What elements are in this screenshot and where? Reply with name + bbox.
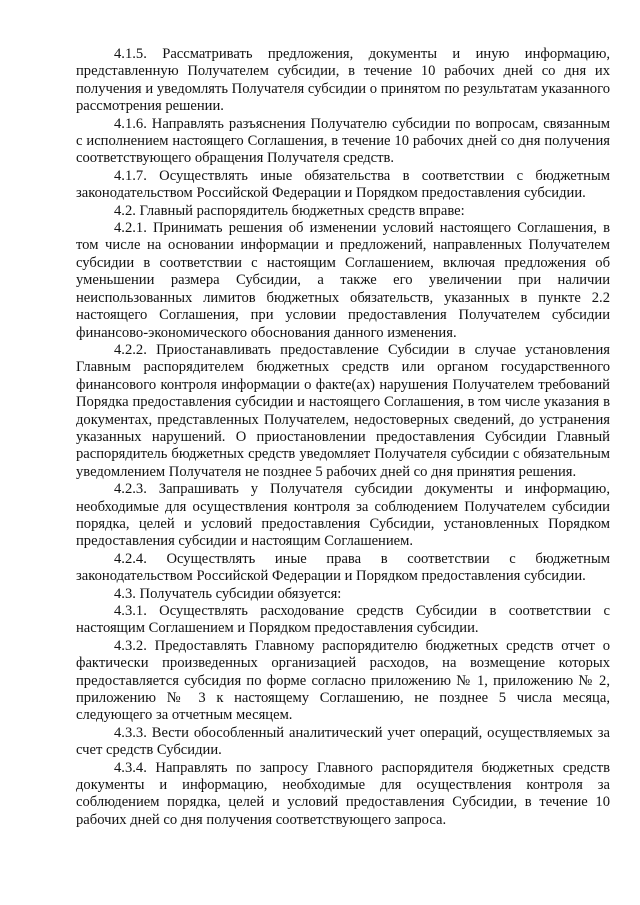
paragraph-4-3: 4.3. Получатель субсидии обязуется: <box>114 585 342 602</box>
paragraph-4-2-1: 4.2.1. Принимать решения об изменении условий настоящего Соглашения, в том числе на основании информации и предложений, направленных Получателем субсидии в соответствии с настоящим Соглашением, включая предложения об уменьшении размера Субсидии, а также его увеличении при наличии неиспользованных лимитов бюджетных обязательств, указанных в пункте 2.2 настоящего Соглашения, при условии предоставления Получателем субсидии финансово-экономического обоснования данного изменения. <box>76 220 610 341</box>
paragraph-4-1-7: 4.1.7. Осуществлять иные обязательства в соответствии с бюджетным законодательством Российской Федерации и Порядком предоставления субсидии. <box>76 167 610 202</box>
paragraph-4-3-4: 4.3.4. Направлять по запросу Главного распорядителя бюджетных средств документы и информацию, необходимые для осуществления контроля за соблюдением порядка, целей и условий предоставления Субсидии, в течение 10 рабочих дней со дня получения соответствующего запроса. <box>76 759 610 828</box>
paragraph-4-2-4: 4.2.4. Осуществлять иные права в соответствии с бюджетным законодательством Российской Федерации и Порядком предоставления субсидии. <box>76 550 610 585</box>
paragraph-4-3-1: 4.3.1. Осуществлять расходование средств Субсидии в соответствии с настоящим Соглашением и Порядком предоставления субсидии. <box>76 603 610 637</box>
paragraph-4-2-2: 4.2.2. Приостанавливать предоставление Субсидии в случае установления Главным распорядителем бюджетных средств или органом государственного финансового контроля информации о факте(ах) нарушения Получателем требований Порядка предоставления субсидии и настоящего Соглашения, в том числе указания в документах, представленных Получателем, недостоверных сведений, до устранения указанных нарушений. О приостановлении предоставления Субсидии Главный распорядитель бюджетных средств уведомляет Получателя субсидии с обязательным уведомлением Получателя не позднее 5 рабочих дней со дня принятия решения. <box>76 341 610 480</box>
paragraph-4-1-5: 4.1.5. Рассматривать предложения, документы и иную информацию, представленную Получателем субсидии, в течение 10 рабочих дней со дня их получения и уведомлять Получателя субсидии о принятом по результатам указанного рассмотрения решении. <box>76 46 610 115</box>
document-page <box>76 46 610 829</box>
paragraph-4-2: 4.2. Главный распорядитель бюджетных средств вправе: <box>114 202 465 219</box>
paragraph-4-2-3: 4.2.3. Запрашивать у Получателя субсидии документы и информацию, необходимые для осуществления контроля за соблюдением Получателем субсидии порядка, целей и условий предоставления Субсидии, установленных Порядком предоставления субсидии и настоящим Соглашением. <box>76 481 610 550</box>
paragraph-4-3-2: 4.3.2. Предоставлять Главному распорядителю бюджетных средств отчет о фактически произведенных организацией расходов, на возмещение которых предоставляется субсидия по форме согласно приложению № 1, приложению № 2, приложению № 3 к настоящему Соглашению, не позднее 5 числа месяца, следующего за отчетным месяцем. <box>76 637 610 724</box>
paragraph-4-3-3: 4.3.3. Вести обособленный аналитический учет операций, осуществляемых за счет средств Субсидии. <box>76 724 610 759</box>
paragraph-4-1-6: 4.1.6. Направлять разъяснения Получателю субсидии по вопросам, связанным с исполнением настоящего Соглашения, в течение 10 рабочих дней со дня получения соответствующего обращения Получателя средств. <box>76 115 610 167</box>
